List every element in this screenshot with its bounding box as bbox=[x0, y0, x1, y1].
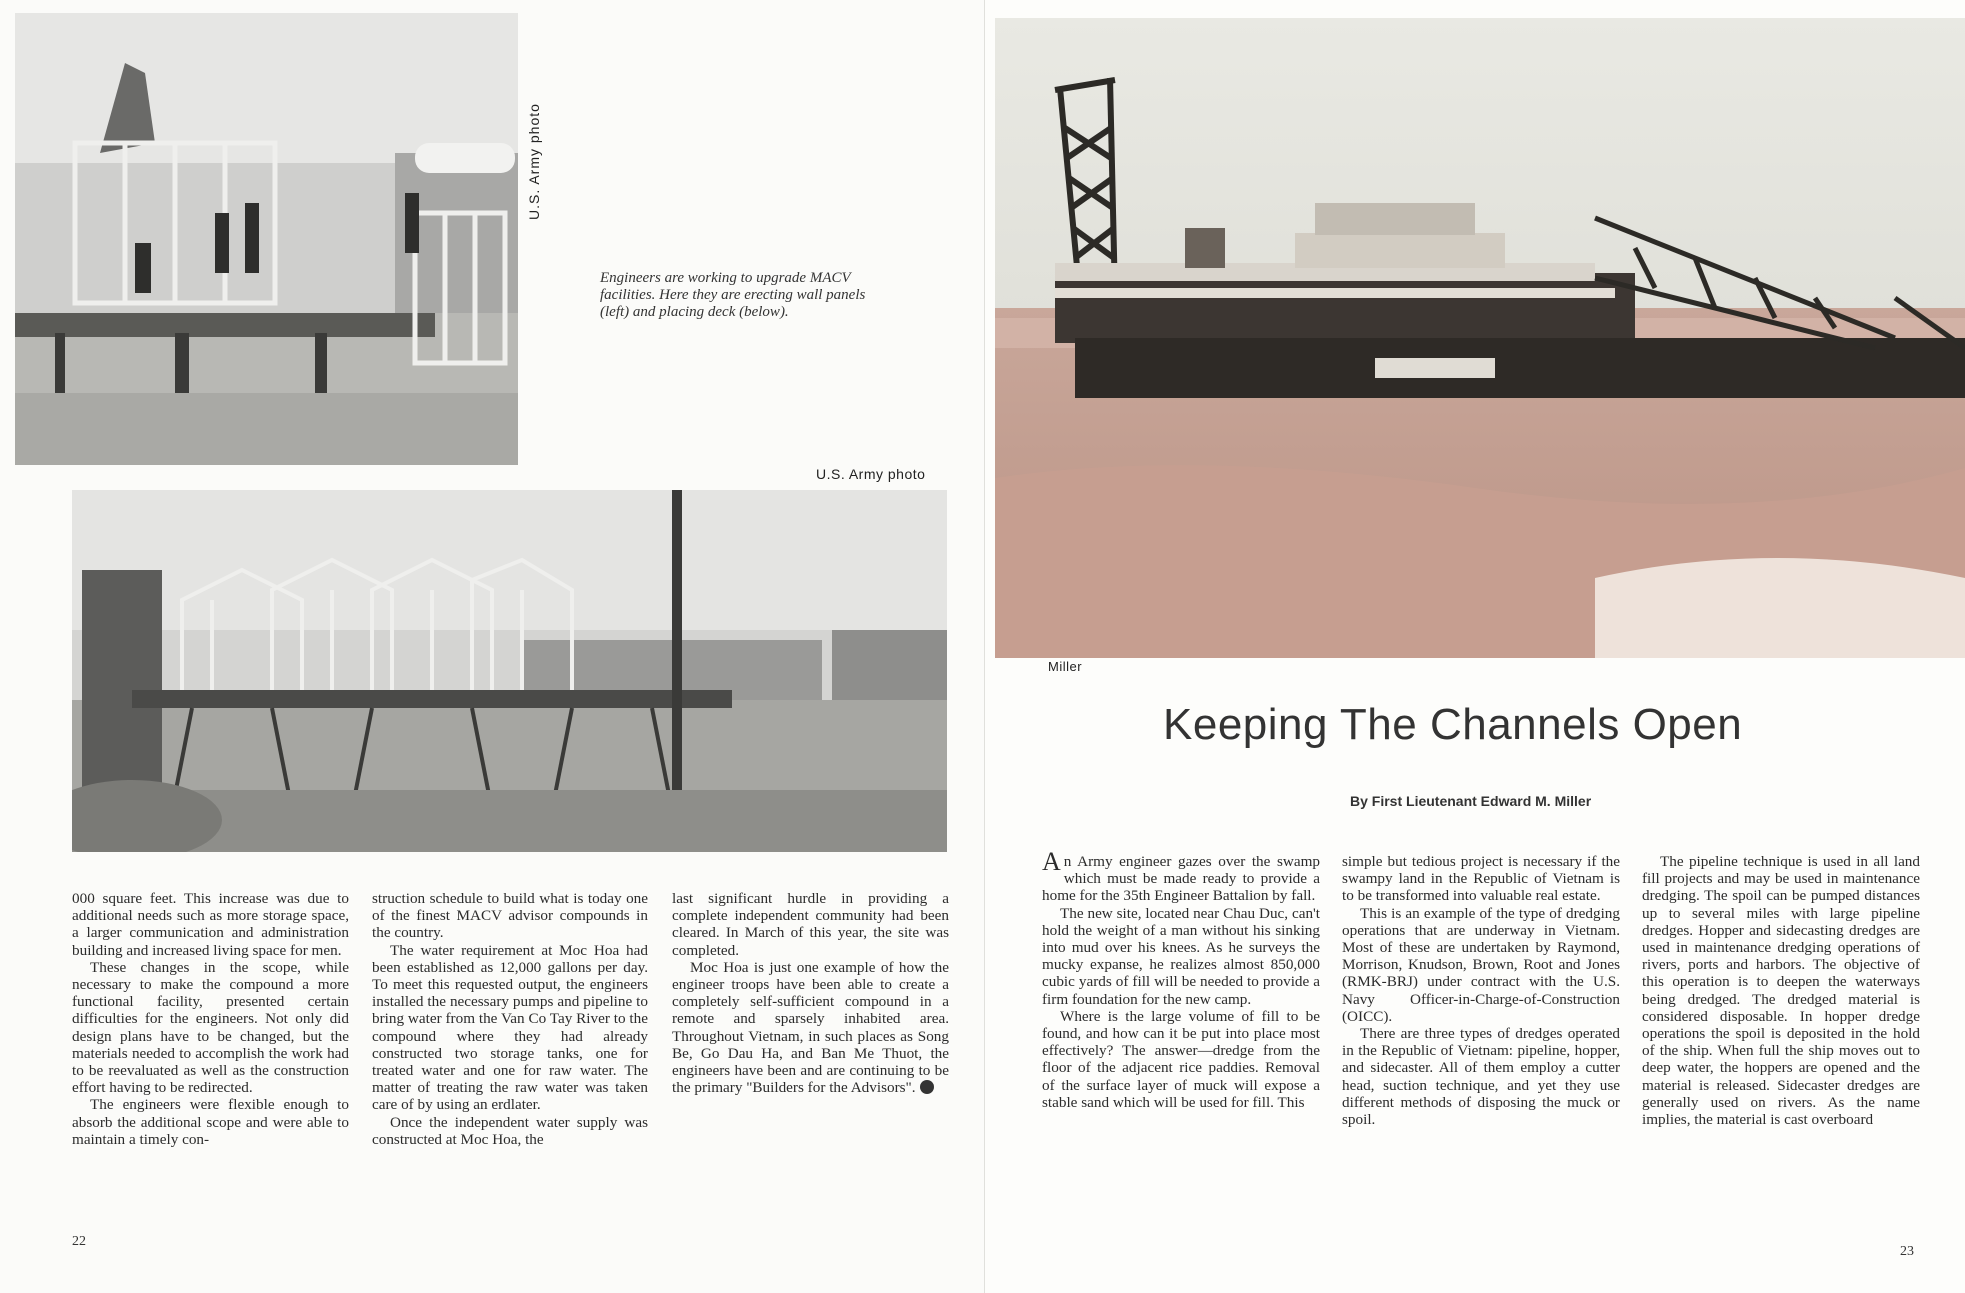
end-mark-icon bbox=[920, 1080, 934, 1094]
photo-deck-placement bbox=[72, 490, 947, 852]
left-col-1 bbox=[72, 890, 349, 1148]
left-col2-para-2: The water requirement at Moc Hoa had been established as 12,000 gallons per day. To meet this requested output, the engineers installed the necessary pumps and pipeline to bring water from the Van Co Tay River to the compound where they had already constructed two storage tanks, one for treated water and one for raw water. The matter of treating the raw water was taken care of by using an erdlater. bbox=[372, 941, 648, 1114]
page-number-left: 22 bbox=[72, 1234, 86, 1249]
left-col2-para-3: Once the independent water supply was constructed at Moc Hoa, the bbox=[372, 1113, 648, 1148]
photo-wall-panels bbox=[15, 13, 518, 465]
article-byline: By First Lieutenant Edward M. Miller bbox=[1350, 793, 1592, 809]
right-col3-para-1: The pipeline technique is used in all land fill projects and may be used in maintenance dredging. The spoil can be pumped distances up to several miles with large pipeline dredges. Hopper and sidecasting dredges are used in maintenance dredging operations of rivers, ports and harbors. The objective of this operation is to deepen the waterways being dredged. The dredged material is considered disposable. In hopper dredge operations the spoil is deposited in the hold of the ship. When full the ship moves out to deep water, the hoppers are opened and the material is released. Sidecaster dredges are generally used on rivers. As the name implies, the material is cast overboard bbox=[1642, 853, 1920, 1129]
photo-caption: Engineers are working to upgrade MACV facilities. Here they are erecting wall panels (left) and placing deck (below). bbox=[600, 270, 866, 320]
right-col1-para-3: Where is the large volume of fill to be found, and how can it be put into place most effectively? The answer—dredge from the floor of the adjacent rice paddies. Removal of the surface layer of muck will expose a stable sand which will be used for fill. This bbox=[1042, 1007, 1320, 1111]
right-col-1 bbox=[1042, 847, 1320, 1111]
left-col-3 bbox=[672, 890, 949, 1096]
right-col1-para-2: The new site, located near Chau Duc, can't hold the weight of a man without his sinking into mud over his knees. As he surveys the mucky expanse, he realizes almost 850,000 cubic yards of fill will be needed to provide a firm foundation for the new camp. bbox=[1042, 904, 1320, 1008]
left-col1-para-2: These changes in the scope, while necessary to make the compound a more functional facility, presented certain difficulties for the engineers. Not only did design plans have to be changed, but the materials needed to accomplish the work had to be reevaluated as well as the construction effort having to be redirected. bbox=[72, 958, 349, 1097]
right-col1-para-1 bbox=[1042, 847, 1320, 905]
right-col-3 bbox=[1642, 853, 1920, 1128]
page-number-right: 23 bbox=[1900, 1244, 1914, 1259]
left-col1-para-1: 000 square feet. This increase was due to additional needs such as more storage space, a larger communication and administration building and increased living space for men. bbox=[72, 890, 349, 959]
right-col2-para-2: This is an example of the type of dredging operations that are underway in Vietnam. Most of these are undertaken by Raymond, Morrison, Knudson, Brown, Root and Jones (RMK-BRJ) under contract with the U.S. Navy Officer-in-Charge-of-Construction (OICC). bbox=[1342, 904, 1620, 1025]
article-title: Keeping The Channels Open bbox=[1163, 700, 1743, 749]
photo-top-credit-text: U.S. Army photo bbox=[526, 103, 542, 220]
right-col2-para-1: simple but tedious project is necessary if the swampy land in the Republic of Vietnam is to be transformed into valuable real estate. bbox=[1342, 853, 1620, 905]
left-col1-para-3: The engineers were flexible enough to absorb the additional scope and were able to maintain a timely con- bbox=[72, 1096, 349, 1148]
right-col-2 bbox=[1342, 853, 1620, 1128]
photo-top-credit bbox=[520, 72, 550, 222]
left-col3-para-2-text: Moc Hoa is just one example of how the engineer troops have been able to create a completely self-sufficient compound in a remote and sparsely inhabited area. Throughout Vietnam, in such places as Song Be, Go Dau Ha, and Ban Me Thuot, the engineers have been and are continuing to be the primary "Builders for the Advisors". bbox=[672, 958, 949, 1097]
right-col2-para-3: There are three types of dredges operated in the Republic of Vietnam: pipeline, hopper, and sidecaster. All of them employ a cutter head, suction technique, and yet they use different methods of disposing the muck or spoil. bbox=[1342, 1025, 1620, 1129]
left-col3-para-1: last significant hurdle in providing a complete independent community had been cleared. In March of this year, the site was completed. bbox=[672, 890, 949, 959]
photo-bottom-credit: U.S. Army photo bbox=[816, 466, 926, 482]
drop-cap: A bbox=[1042, 847, 1061, 876]
photo-dredge bbox=[995, 18, 1965, 658]
left-col-2 bbox=[372, 890, 648, 1148]
dredge-photo-credit: Miller bbox=[1048, 659, 1083, 674]
left-col3-para-2 bbox=[672, 959, 949, 1097]
right-col1-para-1-text: n Army engineer gazes over the swamp which must be made ready to provide a home for the 35th Engineer Battalion by fall. bbox=[1042, 853, 1320, 905]
left-col2-para-1: struction schedule to build what is today one of the finest MACV advisor compounds in the country. bbox=[372, 890, 648, 942]
right-page bbox=[985, 0, 1965, 1293]
